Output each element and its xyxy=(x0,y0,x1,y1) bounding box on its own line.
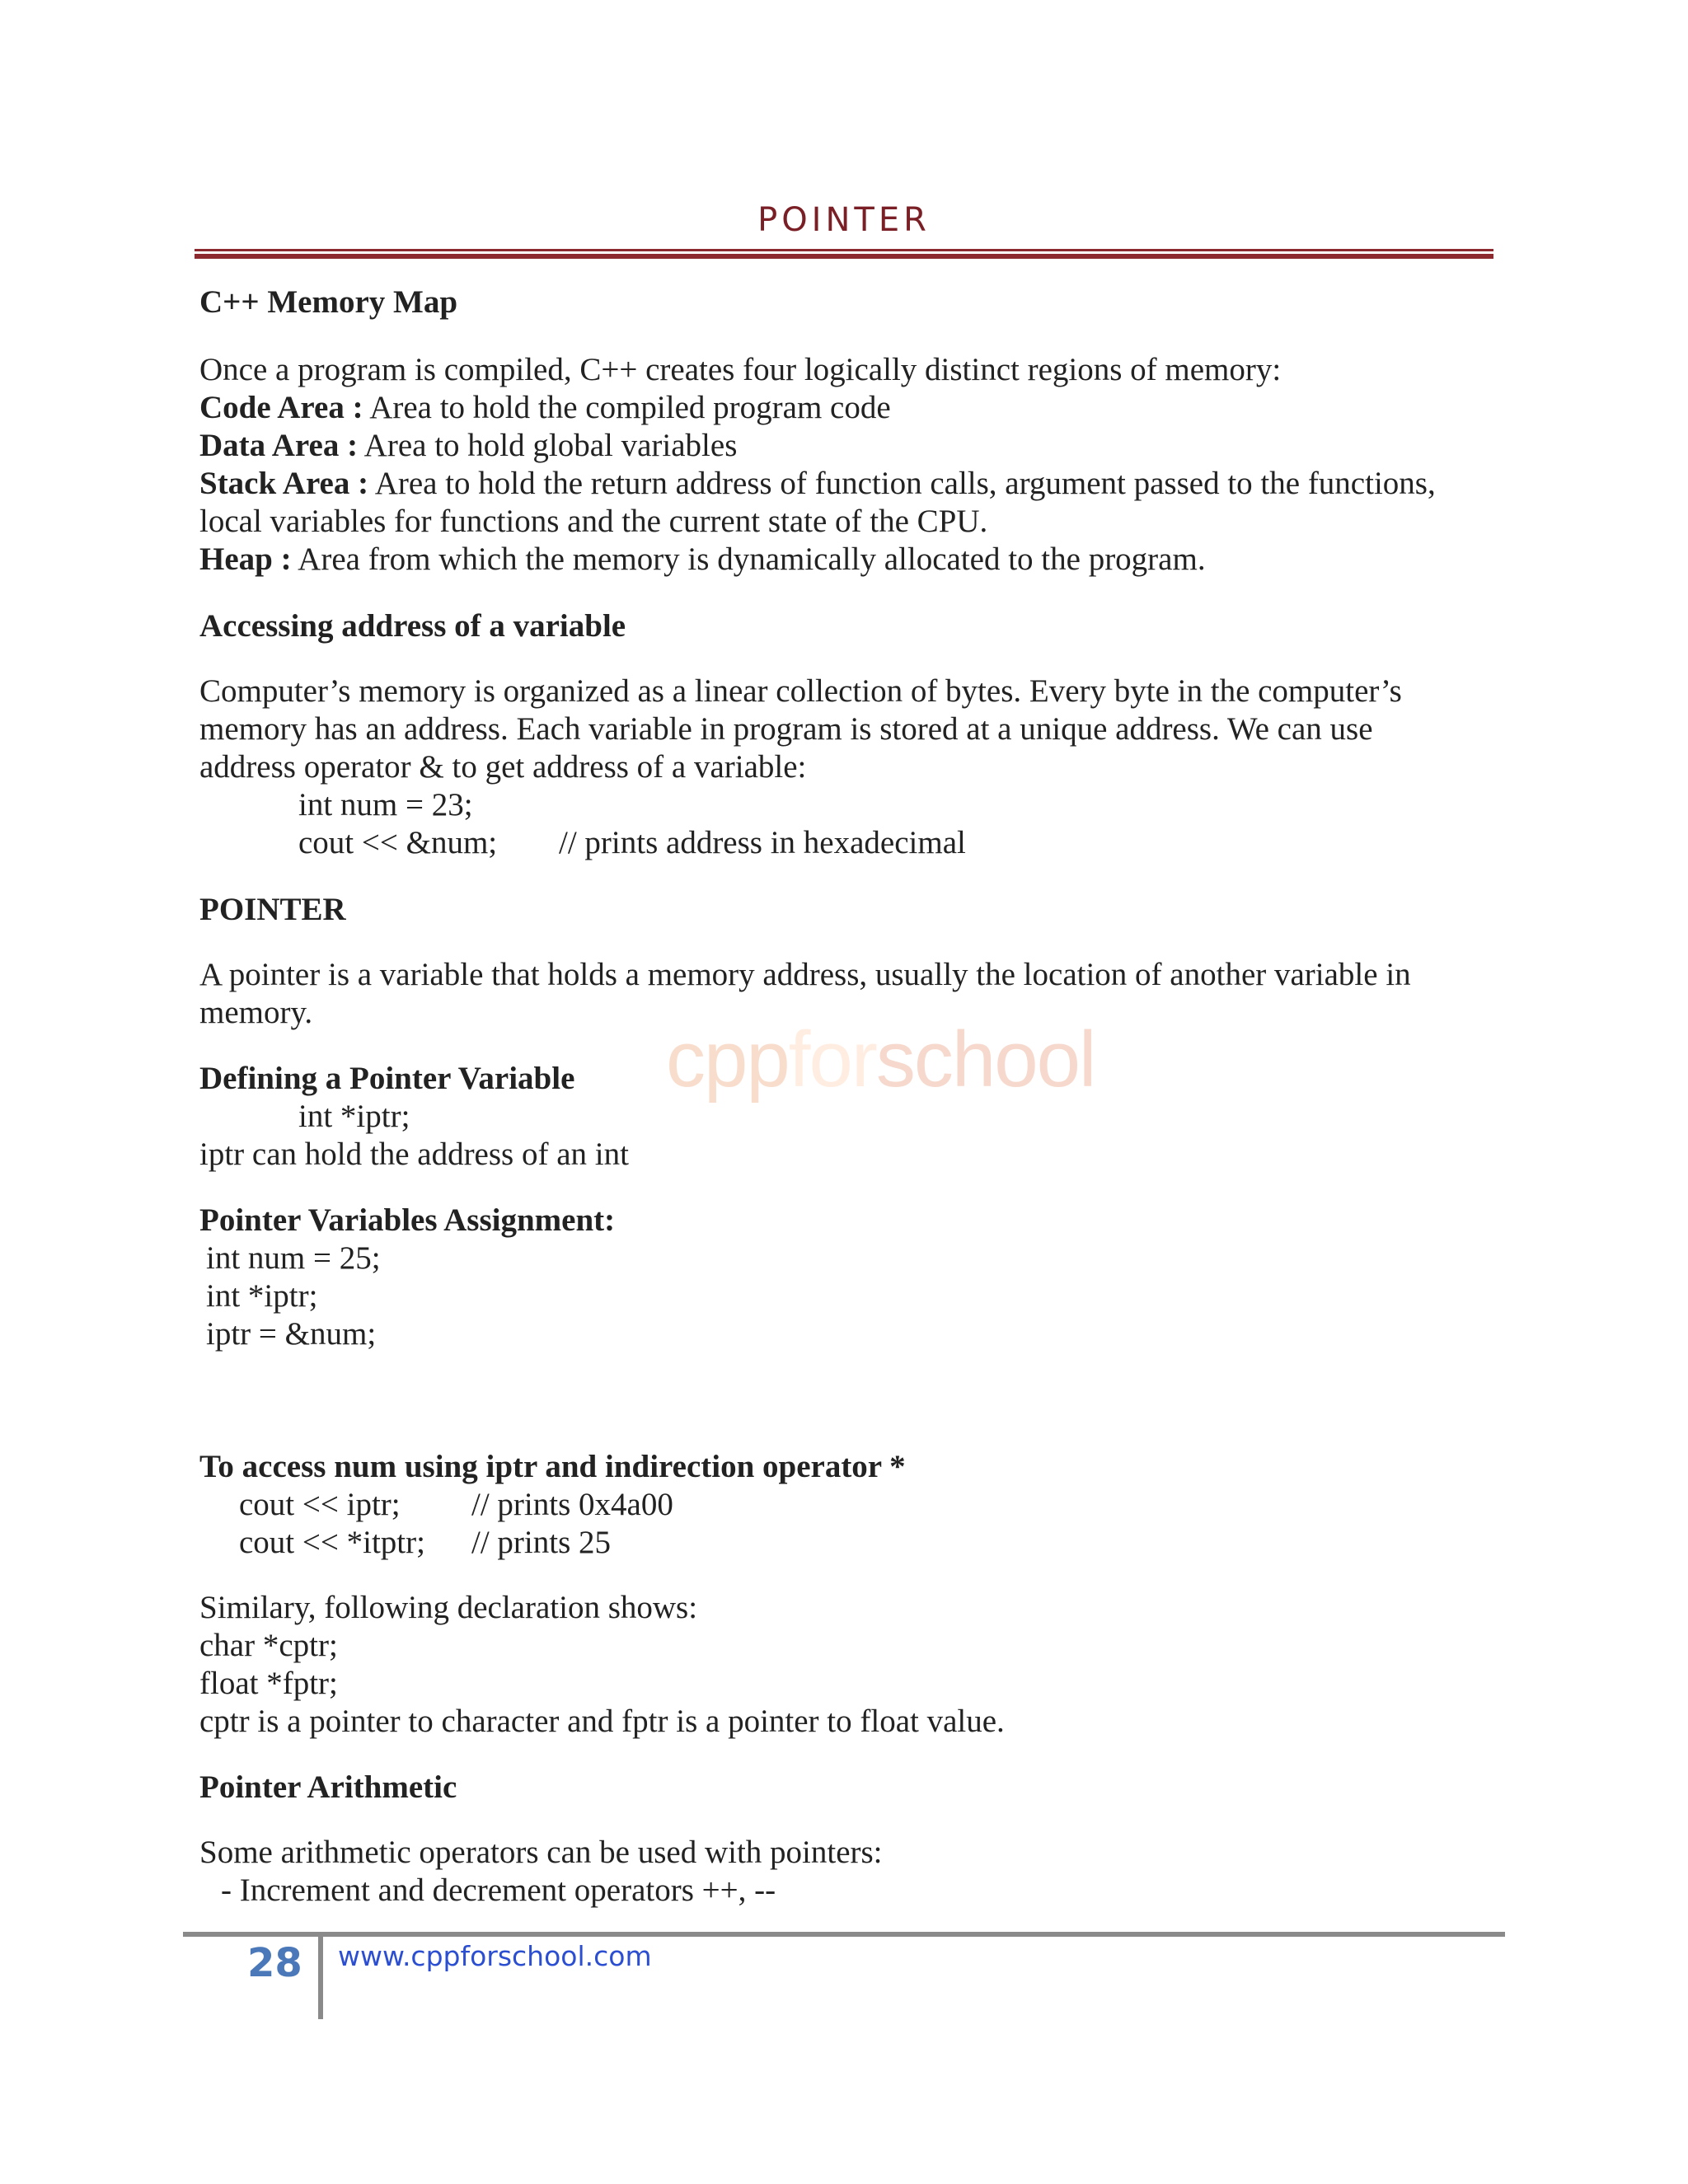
code-line-cout-iptr: cout << iptr; // prints 0x4a00 xyxy=(239,1487,673,1522)
iptr-explanation: iptr can hold the address of an int xyxy=(199,1137,629,1172)
data-area-text: Area to hold global variables xyxy=(358,428,738,463)
section-heading-pointer-arithmetic: Pointer Arithmetic xyxy=(199,1769,457,1805)
code-area-line xyxy=(199,389,891,427)
code-line-cout-address: cout << &num; // prints address in hexadecimal xyxy=(298,825,966,860)
data-area-label: Data Area : xyxy=(199,428,359,463)
accessing-address-paragraph-line-2: memory has an address. Each variable in program is stored at a unique address. We can use xyxy=(199,711,1373,747)
section-heading-defining-pointer: Defining a Pointer Variable xyxy=(199,1061,575,1096)
stack-area-text-continued: local variables for functions and the current state of the CPU. xyxy=(199,504,988,539)
memory-map-intro: Once a program is compiled, C++ creates four logically distinct regions of memory: xyxy=(199,352,1282,387)
footer-website-link[interactable]: www.cppforschool.com xyxy=(338,1940,652,1972)
heap-text: Area from which the memory is dynamically allocated to the program. xyxy=(291,541,1206,577)
pointer-definition-line-2: memory. xyxy=(199,995,313,1030)
code-comment: // prints address in hexadecimal xyxy=(559,825,966,860)
section-heading-accessing-address: Accessing address of a variable xyxy=(199,608,626,644)
pointer-definition-line-1: A pointer is a variable that holds a memory address, usually the location of another variable in xyxy=(199,957,1411,992)
section-heading-memory-map: C++ Memory Map xyxy=(199,284,458,320)
heap-label: Heap : xyxy=(199,541,292,577)
stack-area-line xyxy=(199,465,1436,503)
pointer-arithmetic-intro: Some arithmetic operators can be used with pointers: xyxy=(199,1835,883,1870)
stack-area-text: Area to hold the return address of function calls, argument passed to the functions, xyxy=(368,466,1436,501)
code-line-int-num-23: int num = 23; xyxy=(298,787,473,823)
section-heading-indirection: To access num using iptr and indirection operator * xyxy=(199,1449,906,1484)
header-rule-thick xyxy=(195,254,1493,259)
accessing-address-paragraph-line-3: address operator & to get address of a variable: xyxy=(199,749,807,785)
data-area-line xyxy=(199,427,737,465)
code-line-int-iptr-2: int *iptr; xyxy=(206,1278,318,1314)
similarly-paragraph: Similary, following declaration shows: xyxy=(199,1590,698,1625)
code-line-int-num-25: int num = 25; xyxy=(206,1240,381,1276)
cppforschool-watermark-logo: cppforschool xyxy=(666,1015,1095,1104)
code-area-label: Code Area : xyxy=(199,390,363,425)
page-number: 28 xyxy=(247,1940,302,1986)
code-line-char-cptr: char *cptr; xyxy=(199,1628,338,1663)
section-heading-pointer-assignment: Pointer Variables Assignment: xyxy=(199,1202,616,1238)
code-area-text: Area to hold the compiled program code xyxy=(363,390,891,425)
section-heading-pointer: POINTER xyxy=(199,892,346,927)
code-line-cout-deref: cout << *itptr; // prints 25 xyxy=(239,1525,612,1560)
page-header-title: POINTER xyxy=(757,201,931,239)
code-line-float-fptr: float *fptr; xyxy=(199,1666,338,1701)
code-comment: // prints 25 xyxy=(471,1525,612,1560)
heap-line xyxy=(199,541,1206,579)
cptr-fptr-explanation: cptr is a pointer to character and fptr is a pointer to float value. xyxy=(199,1704,1005,1739)
stack-area-label: Stack Area : xyxy=(199,466,369,501)
code-line-iptr-assign: iptr = &num; xyxy=(206,1316,377,1352)
list-item-increment-decrement: - Increment and decrement operators ++, -- xyxy=(221,1872,776,1908)
footer-rule xyxy=(183,1932,1505,1937)
header-rule-thin xyxy=(195,249,1493,251)
code-line-int-iptr: int *iptr; xyxy=(298,1099,410,1134)
accessing-address-paragraph-line-1: Computer’s memory is organized as a linear collection of bytes. Every byte in the computer’s xyxy=(199,673,1402,709)
footer-divider xyxy=(318,1932,323,2019)
code-comment: // prints 0x4a00 xyxy=(471,1487,673,1522)
